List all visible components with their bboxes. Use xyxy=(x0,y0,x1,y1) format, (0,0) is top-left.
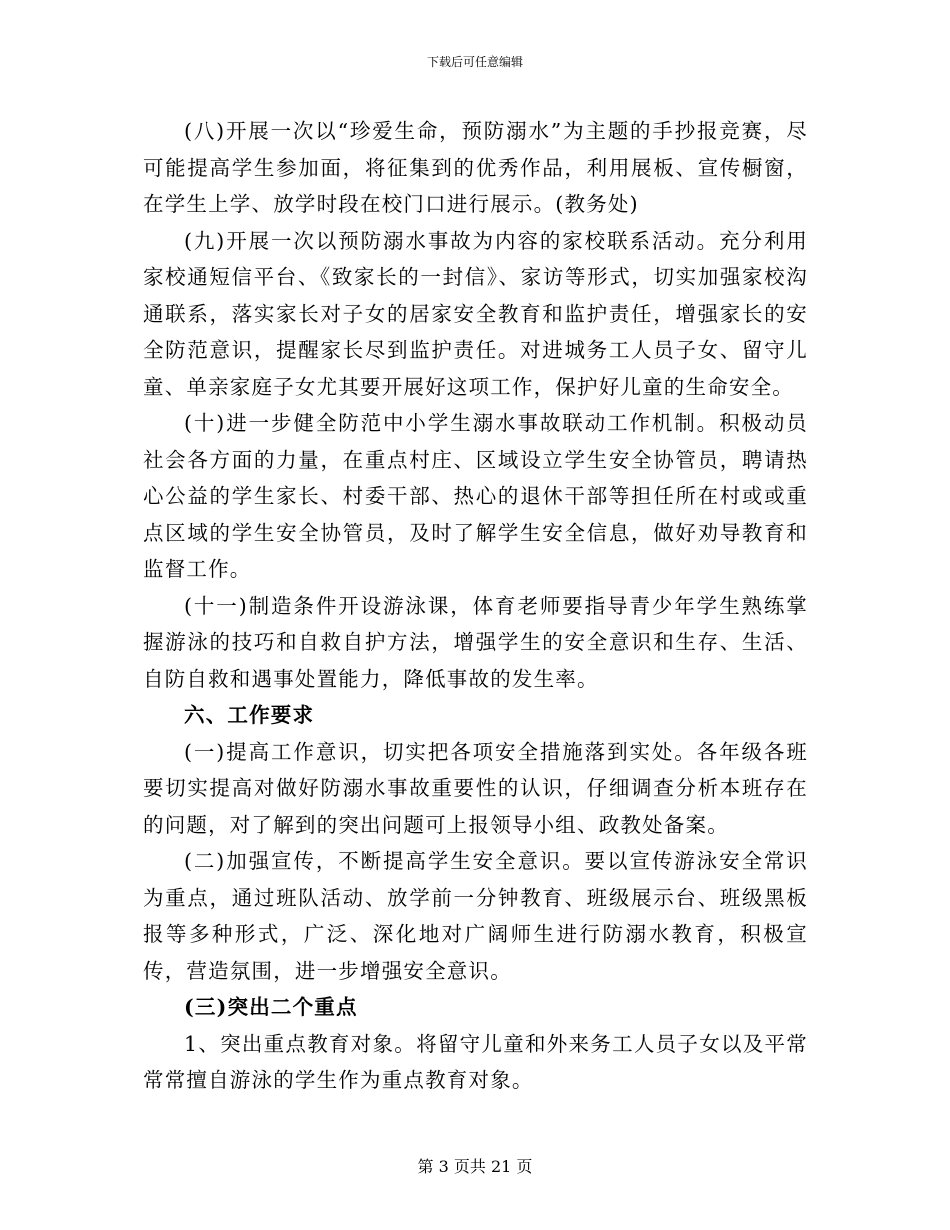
subheading-two-focuses: (三)突出二个重点 xyxy=(184,995,358,1019)
document-body xyxy=(143,113,808,1099)
paragraph-11: (十一)制造条件开设游泳课，体育老师要指导青少年学生熟练掌握游泳的技巧和自救自护方法，增强学生的安全意识和生存、生活、自防自救和遇事处置能力，降低事故的发生率。 xyxy=(143,593,808,691)
paragraph-focus-1: 1、突出重点教育对象。将留守儿童和外来务工人员子女以及平常常常擅自游泳的学生作为重点教育对象。 xyxy=(143,1031,808,1092)
section-heading-work-requirements: 六、工作要求 xyxy=(184,703,315,727)
page-header: 下载后可任意编辑 xyxy=(426,55,523,69)
paragraph-8: (八)开展一次以“珍爱生命，预防溺水”为主题的手抄报竞赛，尽可能提高学生参加面，将征集到的优秀作品，利用展板、宣传橱窗，在学生上学、放学时段在校门口进行展示。(教务处) xyxy=(143,119,808,216)
paragraph-10: (十)进一步健全防范中小学生溺水事故联动工作机制。积极动员社会各方面的力量，在重点村庄、区域设立学生安全协管员，聘请热心公益的学生家长、村委干部、热心的退休干部等担任所在村或或重点区域的学生安全协管员，及时了解学生安全信息，做好劝导教育和监督工作。 xyxy=(143,411,808,581)
paragraph-requirement-2: (二)加强宣传，不断提高学生安全意识。要以宣传游泳安全常识为重点，通过班队活动、放学前一分钟教育、班级展示台、班级黑板报等多种形式，广泛、深化地对广阔师生进行防溺水教育，积极宣传，营造氛围，进一步增强安全意识。 xyxy=(143,849,808,983)
page-footer: 第 3 页共 21 页 xyxy=(417,1157,533,1176)
paragraph-9: (九)开展一次以预防溺水事故为内容的家校联系活动。充分利用家校通短信平台、《致家长的一封信》、家访等形式，切实加强家校沟通联系，落实家长对子女的居家安全教育和监护责任，增强家长的安全防范意识，提醒家长尽到监护责任。对进城务工人员子女、留守儿童、单亲家庭子女尤其要开展好这项工作，保护好儿童的生命安全。 xyxy=(143,228,808,399)
paragraph-requirement-1: (一)提高工作意识，切实把各项安全措施落到实处。各年级各班要切实提高对做好防溺水事故重要性的认识，仔细调查分析本班存在的问题，对了解到的突出问题可上报领导小组、政教处备案。 xyxy=(143,739,808,837)
